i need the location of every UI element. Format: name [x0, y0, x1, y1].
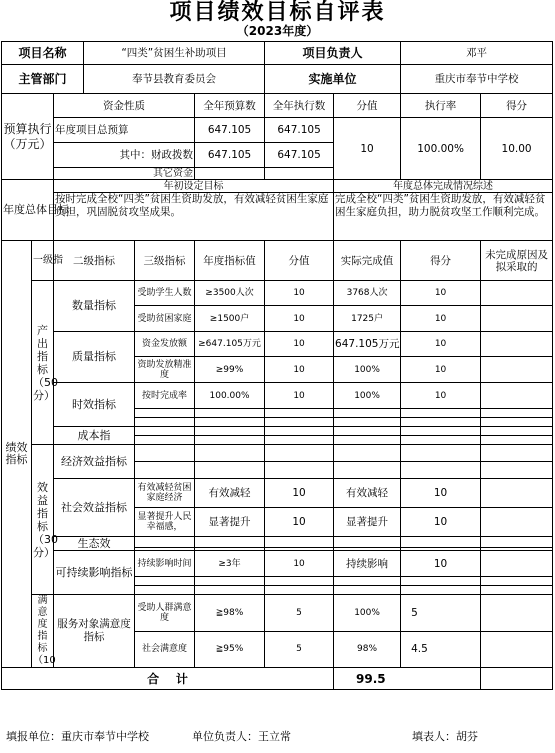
- impl-value: 重庆市奉节中学校: [401, 65, 553, 94]
- empty-cell: [481, 427, 553, 436]
- empty-cell: [401, 537, 481, 548]
- budget-col-weight: 分值: [334, 94, 401, 118]
- perf-score: 10: [401, 508, 481, 537]
- empty-cell: [195, 462, 265, 479]
- empty-cell: [481, 418, 553, 427]
- perf-actual: 1725户: [334, 306, 401, 332]
- empty-cell: [265, 577, 334, 586]
- perf-ind: 显著提升人民幸福感，: [135, 508, 195, 537]
- perf-actual: 100%: [334, 357, 401, 383]
- perf-reason: [481, 631, 553, 668]
- empty-cell: [265, 418, 334, 427]
- empty-cell: [135, 462, 195, 479]
- perf-group-output: 产出指标（50分）: [32, 281, 54, 445]
- perf-weight: 10: [265, 383, 334, 409]
- project-name-label: 项目名称: [2, 42, 84, 65]
- perf-score: 10: [401, 281, 481, 306]
- empty-cell: [135, 577, 195, 586]
- perf-score: 10: [401, 357, 481, 383]
- total-score: 99.5: [334, 668, 481, 690]
- empty-cell: [135, 586, 195, 595]
- footer-unit: 填报单位：重庆市奉节中学校: [6, 730, 149, 743]
- empty-cell: [195, 418, 265, 427]
- form-title: 项目绩效目标自评表: [169, 0, 386, 25]
- perf-score: 10: [401, 306, 481, 332]
- footer-leader: 单位负责人：王立常: [192, 730, 291, 743]
- evaluation-table: [1, 41, 553, 690]
- budget-col-plan: 全年预算数: [195, 94, 265, 118]
- perf-sub-quality: 质量指标: [54, 332, 135, 383]
- empty-cell: [481, 409, 553, 418]
- perf-h-weight: 分值: [265, 241, 334, 281]
- empty-cell: [334, 436, 401, 445]
- perf-actual: 3768人次: [334, 281, 401, 306]
- perf-sub-social: 社会效益指标: [54, 479, 135, 537]
- perf-target: ≥3500人次: [195, 281, 265, 306]
- perf-h-reason: 未完成原因及拟采取的: [481, 241, 553, 281]
- empty-cell: [401, 418, 481, 427]
- perf-weight: 10: [265, 357, 334, 383]
- perf-target: ≥3年: [195, 551, 265, 577]
- perf-actual: 有效减轻: [334, 479, 401, 508]
- perf-ind: 受助学生人数: [135, 281, 195, 306]
- perf-h-level3: 三级指标: [135, 241, 195, 281]
- budget-row-name: 其它资金: [54, 168, 195, 180]
- form-year: （2023年度）: [236, 24, 319, 38]
- perf-ind: 受助人群满意度: [135, 595, 195, 632]
- empty-cell: [265, 586, 334, 595]
- perf-reason: [481, 479, 553, 508]
- perf-target: 显著提升: [195, 508, 265, 537]
- perf-score: 4.5: [401, 631, 481, 668]
- budget-row-name: 年度项目总预算: [54, 118, 195, 143]
- empty-cell: [401, 427, 481, 436]
- empty-cell: [265, 537, 334, 548]
- total-reason: [481, 668, 553, 690]
- perf-weight: 5: [265, 595, 334, 632]
- empty-cell: [401, 586, 481, 595]
- perf-weight: 10: [265, 332, 334, 357]
- perf-sub-service: 服务对象满意度指标: [54, 595, 135, 668]
- budget-col-nature: 资金性质: [54, 94, 195, 118]
- perf-weight: 10: [265, 508, 334, 537]
- budget-label: 预算执行 （万元）: [2, 94, 54, 180]
- perf-score: 10: [401, 383, 481, 409]
- perf-weight: 5: [265, 631, 334, 668]
- perf-target: ≥1500户: [195, 306, 265, 332]
- budget-row-exec: 647.105: [265, 143, 334, 168]
- empty-cell: [481, 586, 553, 595]
- perf-ind: 社会满意度: [135, 631, 195, 668]
- perf-actual: 98%: [334, 631, 401, 668]
- dept-value: 奉节县教育委员会: [84, 65, 265, 94]
- empty-cell: [334, 577, 401, 586]
- perf-score: 5: [401, 595, 481, 632]
- goal-initial-header: 年初设定目标: [54, 180, 334, 193]
- empty-cell: [265, 436, 334, 445]
- budget-row-plan: [195, 168, 265, 180]
- perf-reason: [481, 383, 553, 409]
- empty-cell: [334, 418, 401, 427]
- perf-target: ≧98%: [195, 595, 265, 632]
- empty-cell: [265, 427, 334, 436]
- perf-reason: [481, 357, 553, 383]
- empty-cell: [334, 462, 401, 479]
- empty-cell: [481, 436, 553, 445]
- empty-cell: [135, 427, 195, 436]
- perf-sub-cost: 成本指: [54, 427, 135, 445]
- perf-reason: [481, 595, 553, 632]
- total-label: 合 计: [2, 668, 334, 690]
- perf-sub-quantity: 数量指标: [54, 281, 135, 332]
- perf-sub-sustain: 可持续影响指标: [54, 551, 135, 595]
- budget-row-name: 其中：财政拨数: [54, 143, 195, 168]
- perf-label: 绩效指标: [2, 241, 32, 668]
- budget-score: 10.00: [481, 118, 553, 180]
- empty-cell: [135, 418, 195, 427]
- empty-cell: [481, 577, 553, 586]
- empty-cell: [195, 436, 265, 445]
- empty-cell: [195, 427, 265, 436]
- goal-completion-text: 完成全校“四类”贫困生资助发放，有效减轻贫困生家庭负担，助力脱贫攻坚工作顺利完成。: [334, 193, 553, 241]
- perf-weight: 10: [265, 281, 334, 306]
- empty-cell: [265, 462, 334, 479]
- empty-cell: [265, 409, 334, 418]
- perf-target: ≥99%: [195, 357, 265, 383]
- budget-row-plan: 647.105: [195, 143, 265, 168]
- perf-reason: [481, 332, 553, 357]
- budget-col-score: 得分: [481, 94, 553, 118]
- perf-h-actual: 实际完成值: [334, 241, 401, 281]
- perf-score: 10: [401, 551, 481, 577]
- perf-ind: 受助贫困家庭: [135, 306, 195, 332]
- empty-cell: [195, 409, 265, 418]
- budget-rate: 100.00%: [401, 118, 481, 180]
- perf-reason: [481, 306, 553, 332]
- perf-target: 有效减轻: [195, 479, 265, 508]
- perf-target: ≥647.105万元: [195, 332, 265, 357]
- perf-reason: [481, 551, 553, 577]
- perf-reason: [481, 281, 553, 306]
- project-name-value: “四类”贫困生补助项目: [84, 42, 265, 65]
- empty-cell: [195, 445, 265, 462]
- form-footer: [0, 729, 555, 745]
- perf-h-score: 得分: [401, 241, 481, 281]
- perf-ind: 资助发放精准度: [135, 357, 195, 383]
- perf-group-effect: 效益指标（30分）: [32, 445, 54, 595]
- perf-reason: [481, 508, 553, 537]
- perf-ind: 持续影响时间: [135, 551, 195, 577]
- empty-cell: [334, 445, 401, 462]
- empty-cell: [334, 537, 401, 548]
- empty-cell: [401, 445, 481, 462]
- perf-weight: 10: [265, 306, 334, 332]
- empty-cell: [401, 462, 481, 479]
- perf-actual: 显著提升: [334, 508, 401, 537]
- empty-cell: [481, 537, 553, 548]
- goal-initial-text: 按时完成全校“四类”贫困生资助发放，有效减轻贫困生家庭负担，巩固脱贫攻坚成果。: [54, 193, 334, 241]
- empty-cell: [265, 445, 334, 462]
- goal-label: 年度总体目标: [2, 180, 54, 241]
- perf-sub-eco: 生态效: [54, 537, 135, 551]
- perf-actual: 647.105万元: [334, 332, 401, 357]
- project-leader-value: 邓平: [401, 42, 553, 65]
- perf-h-level1: 一级指: [32, 241, 54, 281]
- budget-weight: 10: [334, 118, 401, 180]
- empty-cell: [135, 436, 195, 445]
- perf-weight: 10: [265, 551, 334, 577]
- project-leader-label: 项目负责人: [265, 42, 401, 65]
- empty-cell: [135, 409, 195, 418]
- budget-row-exec: 647.105: [265, 118, 334, 143]
- perf-h-target: 年度指标值: [195, 241, 265, 281]
- perf-actual: 持续影响: [334, 551, 401, 577]
- empty-cell: [334, 427, 401, 436]
- empty-cell: [135, 445, 195, 462]
- dept-label: 主管部门: [2, 65, 84, 94]
- perf-score: 10: [401, 332, 481, 357]
- perf-ind: 资金发放额: [135, 332, 195, 357]
- empty-cell: [334, 409, 401, 418]
- perf-h-level2: 二级指标: [54, 241, 135, 281]
- empty-cell: [401, 436, 481, 445]
- perf-score: 10: [401, 479, 481, 508]
- footer-filler: 填表人：胡芬: [412, 730, 478, 743]
- perf-sub-time: 时效指标: [54, 383, 135, 427]
- empty-cell: [401, 409, 481, 418]
- budget-row-plan: 647.105: [195, 118, 265, 143]
- empty-cell: [195, 537, 265, 548]
- empty-cell: [195, 577, 265, 586]
- perf-sub-economic: 经济效益指标: [54, 445, 135, 479]
- empty-cell: [195, 586, 265, 595]
- budget-row-exec: [265, 168, 334, 180]
- perf-target: ≧95%: [195, 631, 265, 668]
- goal-completion-header: 年度总体完成情况综述: [334, 180, 553, 193]
- empty-cell: [334, 586, 401, 595]
- empty-cell: [401, 577, 481, 586]
- empty-cell: [481, 445, 553, 462]
- perf-actual: 100%: [334, 383, 401, 409]
- perf-group-satisfaction: 满意度指标（10: [33, 595, 56, 666]
- perf-weight: 10: [265, 479, 334, 508]
- budget-col-exec: 全年执行数: [265, 94, 334, 118]
- empty-cell: [481, 462, 553, 479]
- impl-label: 实施单位: [265, 65, 401, 94]
- perf-target: 100.00%: [195, 383, 265, 409]
- perf-ind: 有效减轻贫困家庭经济: [135, 479, 195, 508]
- perf-actual: 100%: [334, 595, 401, 632]
- perf-ind: 按时完成率: [135, 383, 195, 409]
- empty-cell: [135, 537, 195, 548]
- budget-col-rate: 执行率: [401, 94, 481, 118]
